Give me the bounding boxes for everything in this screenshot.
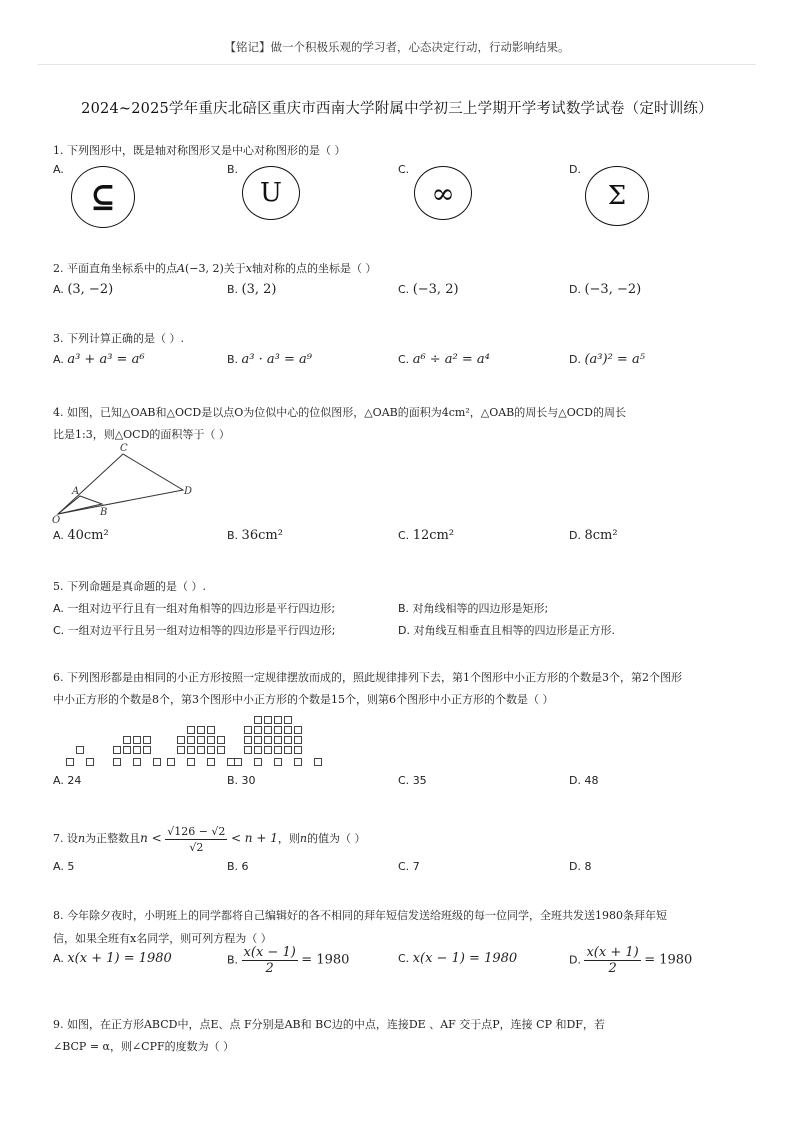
q6-option-d bbox=[569, 774, 598, 787]
option-rhs: = 1980 bbox=[301, 952, 350, 968]
small-square bbox=[254, 758, 262, 766]
q2-point-coord: (−3, 2) bbox=[184, 262, 224, 275]
small-square bbox=[187, 736, 195, 744]
label-b: B bbox=[100, 507, 108, 518]
small-square bbox=[133, 736, 141, 744]
option-text: x(x − 1) = 1980 bbox=[412, 951, 518, 966]
q3-option-a bbox=[53, 352, 145, 367]
option-text: 24 bbox=[67, 774, 82, 787]
label-a: A bbox=[72, 486, 80, 497]
option-text: 12cm² bbox=[412, 528, 455, 543]
fraction-denominator: 2 bbox=[608, 961, 617, 976]
option-label: A. bbox=[53, 283, 64, 296]
small-square bbox=[187, 746, 195, 754]
q4-stem-line1: 4. 如图，已知△OAB和△OCD是以点O为位似中心的位似图形，△OAB的面积为4cm²，△OAB的周长与△OCD的周长 bbox=[53, 406, 626, 419]
q7-inequality-right: < n + 1 bbox=[230, 831, 278, 845]
small-square bbox=[274, 746, 282, 754]
q9-stem-line2: ∠BCP = α，则∠CPF的度数为（ ） bbox=[53, 1040, 235, 1053]
q6-stem-line2: 中小正方形的个数是8个，第3个图形中小正方形的个数是15个，则第6个图形中小正方形的个数是（ ） bbox=[53, 693, 554, 706]
q4-triangle-figure bbox=[50, 440, 200, 525]
fraction-denominator: 2 bbox=[265, 961, 274, 976]
q2-stem-part: 轴对称的点的坐标是（ ） bbox=[251, 262, 377, 275]
q1-option-d-symbol bbox=[585, 166, 649, 226]
option-label: B. bbox=[227, 860, 239, 873]
small-square bbox=[113, 758, 121, 766]
small-square bbox=[254, 726, 262, 734]
option-label: A. bbox=[53, 774, 64, 787]
label-o: O bbox=[52, 515, 61, 525]
option-label: A. bbox=[53, 602, 64, 615]
small-square bbox=[197, 746, 205, 754]
q7-stem bbox=[53, 818, 743, 859]
option-label: D. bbox=[569, 774, 581, 787]
q7-fraction bbox=[165, 824, 227, 855]
option-text: 30 bbox=[241, 774, 256, 787]
small-square bbox=[264, 746, 272, 754]
small-square bbox=[143, 746, 151, 754]
fraction-numerator: x(x + 1) bbox=[586, 945, 639, 960]
sigma-symbol-icon: Σ bbox=[607, 181, 627, 211]
q8-stem-line2: 信，如果全班有x名同学，则可列方程为（ ） bbox=[53, 932, 272, 945]
q2-option-a bbox=[53, 282, 113, 297]
option-label: B. bbox=[398, 602, 410, 615]
small-square bbox=[76, 746, 84, 754]
q4-option-b bbox=[227, 528, 283, 543]
small-square bbox=[66, 758, 74, 766]
option-text: 一组对边平行且有一组对角相等的四边形是平行四边形; bbox=[67, 602, 336, 615]
small-square bbox=[274, 758, 282, 766]
page-title: 2024~2025学年重庆北碚区重庆市西南大学附属中学初三上学期开学考试数学试卷（定时训练） bbox=[81, 101, 713, 117]
q2-stem-part: 关于 bbox=[223, 262, 246, 275]
q2-option-c bbox=[398, 282, 459, 297]
small-square bbox=[197, 736, 205, 744]
q1-stem: 1. 下列图形中，既是轴对称图形又是中心对称图形的是（ ） bbox=[53, 144, 346, 157]
small-square bbox=[244, 746, 252, 754]
small-square bbox=[274, 726, 282, 734]
option-text: 40cm² bbox=[67, 528, 109, 543]
q5-option-d bbox=[398, 622, 615, 638]
small-square bbox=[133, 758, 141, 766]
small-square bbox=[314, 758, 322, 766]
option-rhs: = 1980 bbox=[644, 952, 693, 968]
small-square bbox=[143, 736, 151, 744]
q7-stem-part: ，则 bbox=[277, 832, 300, 845]
option-text: 48 bbox=[584, 774, 599, 787]
q2-axis-name: x bbox=[245, 262, 252, 275]
q1-option-a-symbol bbox=[71, 166, 135, 228]
q8-option-c bbox=[398, 951, 517, 966]
small-square bbox=[207, 736, 215, 744]
q5-option-a bbox=[53, 600, 335, 616]
option-label: D. bbox=[569, 529, 581, 542]
option-label: C. bbox=[398, 353, 410, 366]
q8-stem-line1: 8. 今年除夕夜时，小明班上的同学都将自己编辑好的各不相同的拜年短信发送给班级的每一位同学，全班共发送1980条拜年短 bbox=[53, 909, 667, 922]
q7-inequality-left: n < bbox=[140, 831, 162, 845]
option-text: (3, −2) bbox=[67, 282, 114, 297]
q7-option-b bbox=[227, 860, 249, 873]
q8-option-a bbox=[53, 951, 172, 966]
small-square bbox=[86, 758, 94, 766]
option-text: 8cm² bbox=[584, 528, 618, 543]
option-label: D. bbox=[569, 283, 581, 296]
q7-option-d bbox=[569, 860, 591, 873]
q6-option-b bbox=[227, 774, 256, 787]
header-divider bbox=[38, 64, 756, 65]
q8-option-d bbox=[569, 945, 692, 976]
q6-option-a bbox=[53, 774, 81, 787]
option-label: B. bbox=[227, 283, 239, 296]
small-square bbox=[254, 746, 262, 754]
triangle-ocd bbox=[58, 454, 183, 514]
option-label: D. bbox=[569, 953, 581, 967]
small-square bbox=[254, 736, 262, 744]
option-label: A. bbox=[53, 952, 64, 965]
option-label: B. bbox=[227, 353, 239, 366]
q3-stem: 3. 下列计算正确的是（ ）. bbox=[53, 332, 184, 345]
small-square bbox=[284, 726, 292, 734]
option-text: 35 bbox=[412, 774, 427, 787]
small-square bbox=[264, 726, 272, 734]
small-square bbox=[153, 758, 161, 766]
small-square bbox=[284, 746, 292, 754]
label-c: C bbox=[120, 443, 128, 454]
infinity-symbol-icon: ∞ bbox=[431, 176, 455, 210]
small-square bbox=[284, 736, 292, 744]
small-square bbox=[254, 716, 262, 724]
small-square bbox=[284, 716, 292, 724]
q1-option-b-symbol bbox=[242, 166, 300, 220]
small-square bbox=[264, 716, 272, 724]
subset-equal-symbol-icon: ⊆ bbox=[90, 178, 116, 216]
small-square bbox=[274, 736, 282, 744]
q2-option-d bbox=[569, 282, 641, 297]
small-square bbox=[123, 746, 131, 754]
option-label: B. bbox=[227, 774, 239, 787]
option-label: D. bbox=[569, 860, 581, 873]
header-motto: 【铭记】做一个积极乐观的学习者，心态决定行动，行动影响结果。 bbox=[224, 40, 570, 54]
option-text: (−3, 2) bbox=[412, 282, 459, 297]
option-label: C. bbox=[398, 529, 410, 542]
option-label: C. bbox=[398, 860, 410, 873]
triangle-oab bbox=[58, 496, 102, 514]
q7-option-a bbox=[53, 860, 74, 873]
small-square bbox=[167, 758, 175, 766]
small-square bbox=[294, 726, 302, 734]
small-square bbox=[187, 726, 195, 734]
small-square bbox=[217, 746, 225, 754]
option-text: 36cm² bbox=[241, 528, 283, 543]
q2-stem bbox=[53, 258, 743, 280]
q2-option-b bbox=[227, 282, 277, 297]
option-label: D. bbox=[398, 624, 410, 637]
small-square bbox=[217, 736, 225, 744]
label-d: D bbox=[184, 486, 193, 497]
q7-var-n: n bbox=[299, 832, 307, 845]
option-label: C. bbox=[398, 774, 410, 787]
q6-stem-line1: 6. 下列图形都是由相同的小正方形按照一定规律摆放而成的，照此规律排列下去，第1个图形中小正方形的个数是3个，第2个图形 bbox=[53, 671, 682, 684]
option-text: x(x + 1) = 1980 bbox=[67, 951, 172, 966]
fraction-numerator: x(x − 1) bbox=[243, 945, 296, 960]
small-square bbox=[234, 758, 242, 766]
option-text: 对角线相等的四边形是矩形; bbox=[412, 602, 549, 615]
q4-option-a bbox=[53, 528, 109, 543]
q8-option-d-fraction bbox=[584, 945, 640, 976]
q4-stem-line2: 比是1:3，则△OCD的面积等于（ ） bbox=[53, 428, 230, 441]
option-text: 5 bbox=[67, 860, 75, 873]
option-text: 7 bbox=[412, 860, 420, 873]
small-square bbox=[264, 736, 272, 744]
small-square bbox=[177, 736, 185, 744]
small-square bbox=[187, 758, 195, 766]
small-square bbox=[133, 746, 141, 754]
q8-option-b-fraction bbox=[242, 945, 298, 976]
q7-fraction-numerator: √126 − √2 bbox=[167, 824, 226, 838]
option-label: C. bbox=[398, 283, 410, 296]
option-text: a³ + a³ = a⁶ bbox=[67, 352, 145, 367]
option-text: (a³)² = a⁵ bbox=[584, 352, 645, 367]
option-label: B. bbox=[227, 953, 239, 967]
small-square bbox=[294, 746, 302, 754]
q4-option-c bbox=[398, 528, 454, 543]
small-square bbox=[207, 726, 215, 734]
small-square bbox=[244, 736, 252, 744]
q2-point-name: A bbox=[177, 262, 185, 275]
small-square bbox=[244, 726, 252, 734]
q1-option-d-label: D. bbox=[569, 163, 581, 176]
option-text: (−3, −2) bbox=[584, 282, 642, 297]
option-text: 8 bbox=[584, 860, 592, 873]
q3-option-d bbox=[569, 352, 645, 367]
small-square bbox=[294, 758, 302, 766]
option-text: 6 bbox=[241, 860, 249, 873]
q7-var-n: n bbox=[78, 832, 86, 845]
option-text: 对角线互相垂直且相等的四边形是正方形. bbox=[413, 624, 615, 637]
q7-option-c bbox=[398, 860, 420, 873]
small-square bbox=[123, 736, 131, 744]
option-text: a⁶ ÷ a² = a⁴ bbox=[412, 352, 490, 367]
option-label: B. bbox=[227, 529, 239, 542]
option-label: A. bbox=[53, 860, 64, 873]
option-label: A. bbox=[53, 529, 64, 542]
q2-stem-part: 2. 平面直角坐标系中的点 bbox=[53, 262, 177, 275]
q8-option-b bbox=[227, 945, 349, 976]
q9-stem-line1: 9. 如图，在正方形ABCD中，点E、点 F分别是AB和 BC边的中点，连接DE 、AF 交于点P，连接 CP 和DF，若 bbox=[53, 1018, 605, 1031]
small-square bbox=[207, 746, 215, 754]
q5-option-c bbox=[53, 622, 335, 638]
q5-option-b bbox=[398, 600, 548, 616]
q6-option-c bbox=[398, 774, 427, 787]
q3-option-c bbox=[398, 352, 490, 367]
option-text: a³ · a³ = a⁹ bbox=[241, 352, 312, 367]
small-square bbox=[113, 746, 121, 754]
option-text: (3, 2) bbox=[241, 282, 277, 297]
option-label: C. bbox=[398, 952, 410, 965]
option-label: C. bbox=[53, 624, 65, 637]
small-square bbox=[177, 746, 185, 754]
q7-stem-part: 7. 设 bbox=[53, 832, 78, 845]
option-label: A. bbox=[53, 353, 64, 366]
q4-option-d bbox=[569, 528, 618, 543]
q7-stem-part: 的值为（ ） bbox=[306, 832, 366, 845]
small-square bbox=[197, 726, 205, 734]
q1-option-c-symbol bbox=[414, 166, 472, 220]
small-square bbox=[274, 716, 282, 724]
q1-option-a-label: A. bbox=[53, 163, 64, 176]
q5-stem: 5. 下列命题是真命题的是（ ）. bbox=[53, 580, 206, 593]
small-square bbox=[294, 736, 302, 744]
option-text: 一组对边平行且另一组对边相等的四边形是平行四边形; bbox=[67, 624, 336, 637]
q1-option-c-label: C. bbox=[398, 163, 410, 176]
q3-option-b bbox=[227, 352, 312, 367]
small-square bbox=[207, 758, 215, 766]
q1-option-b-label: B. bbox=[227, 163, 239, 176]
q7-fraction-denominator: √2 bbox=[189, 840, 204, 854]
letter-u-symbol-icon: U bbox=[260, 178, 282, 208]
option-label: D. bbox=[569, 353, 581, 366]
q7-stem-part: 为正整数且 bbox=[85, 832, 141, 845]
